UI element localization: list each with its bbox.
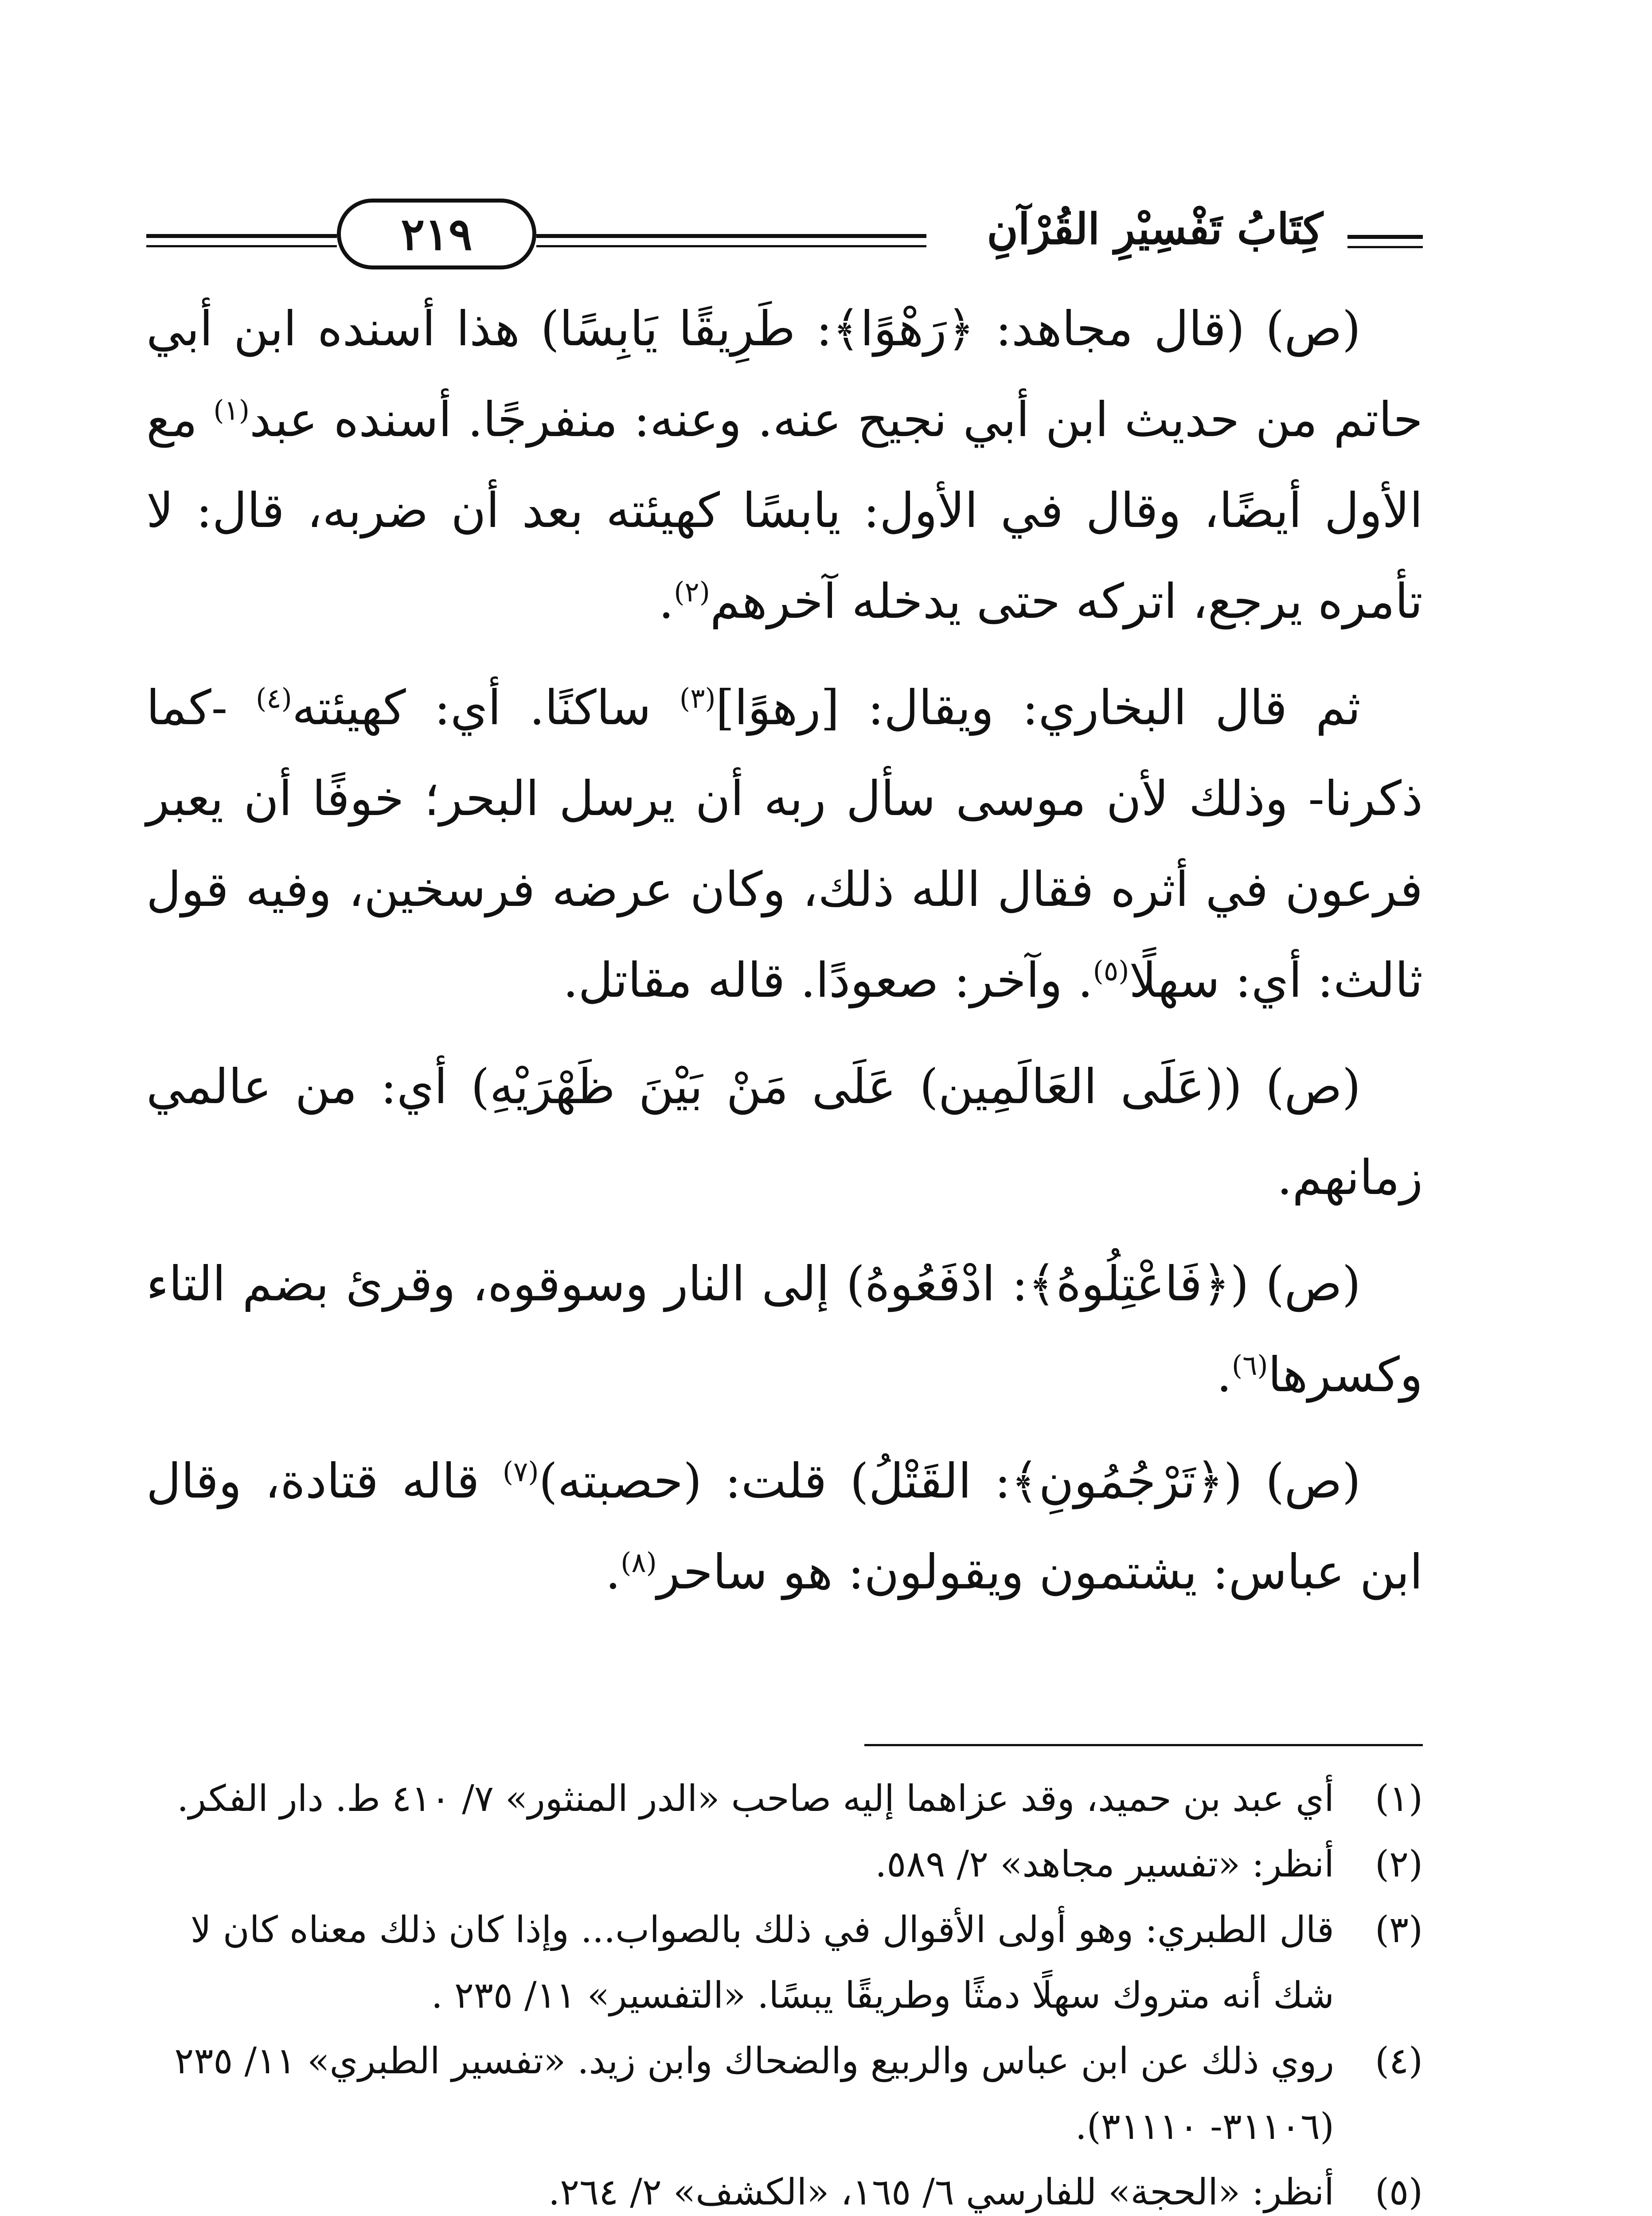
page-number-badge: ٢١٩ [337,199,536,269]
footnote-number: (٥) [1375,2171,1423,2213]
book-title: كِتَابُ تَفْسِيْرِ القُرْآنِ [987,204,1323,254]
paragraph: (ص) (﴿تَرْجُمُونِ﴾: القَتْلُ) قلت: (حصبته)$^{(٧)}$ قاله قتادة، وقال ابن عباس: يشتمون ويقولون: هو ساحر$^{(٨)}$. [146,1454,1423,1600]
header-rule-right [1347,235,1423,239]
footnote-ref: (٧) [502,1455,539,1488]
paragraph: (ص) ((عَلَى العَالَمِين) عَلَى مَنْ بَيْنَ ظَهْرَيْهِ) أي: من عالمي زمانهم. [146,1059,1423,1206]
main-text [146,284,1423,1633]
footnote-ref: (١) [213,394,250,426]
footnote: (٤) روي ذلك عن ابن عباس والربيع والضحاك وابن زيد. «تفسير الطبري» ١١/ ٢٣٥ (٣١١٠٦- ٣١١١٠). [146,2029,1423,2160]
footnote-ref: (٣) [679,682,716,714]
footnote-ref: (٥) [1093,955,1129,987]
footnotes [146,1766,1423,2216]
header-rule-left [146,234,337,238]
paragraph: (ص) (﴿فَاعْتِلُوهُ﴾: ادْفَعُوهُ) إلى النار وسوقوه، وقرئ بضم التاء وكسرها$^{(٦)}$. [146,1256,1423,1403]
footnote-ref: (٢) [674,576,710,608]
footnote-number: (١) [1375,1778,1423,1820]
footnote-ref: (٦) [1231,1349,1268,1381]
footnote-ref: (٤) [256,682,292,714]
footnote: (٥) أنظر: «الحجة» للفارسي ٦/ ١٦٥، «الكشف» ٢/ ٢٦٤. [146,2160,1423,2216]
paragraph: (ص) (قال مجاهد: ﴿رَهْوًا﴾: طَرِيقًا يَابِسًا) هذا أسنده ابن أبي حاتم من حديث ابن أبي نجيح عنه. وعنه: منفرجًا. أسنده عبد$^{(١)}$ مع الأول أيضًا، وقال في الأول: يابسًا كهيئته بعد أن ضربه، قال: لا تأمره يرجع، اتركه حتى يدخله آخرهم$^{(٢)}$. [146,301,1423,629]
footnote-separator [864,1744,1423,1746]
footnote-ref: (٨) [621,1546,657,1579]
footnote-number: (٣) [1375,1909,1423,1951]
footnote: (٢) أنظر: «تفسير مجاهد» ٢/ ٥٨٩. [146,1832,1423,1897]
paragraph: ثم قال البخاري: ويقال: [رهوًا]$^{(٣)}$ ساكنًا. أي: كهيئته$^{(٤)}$ -كما ذكرنا- وذلك لأن موسى سأل ربه أن يرسل البحر؛ خوفًا أن يعبر فرعون في أثره فقال الله ذلك، وكان عرضه فرسخين، وفيه قول ثالث: أي: سهلًا$^{(٥)}$. وآخر: صعودًا. قاله مقاتل. [146,680,1423,1008]
footnote: (١) أي عبد بن حميد، وقد عزاهما إليه صاحب «الدر المنثور» ٧/ ٤١٠ ط. دار الفكر. [146,1766,1423,1832]
running-header [146,195,1423,279]
header-rule-middle [536,234,926,238]
footnote-number: (٢) [1375,1843,1423,1885]
footnote: (٣) قال الطبري: وهو أولى الأقوال في ذلك بالصواب... وإذا كان ذلك معناه كان لا شك أنه متروك سهلًا دمثًا وطريقًا يبسًا. «التفسير» ١١/ ٢٣٥ . [146,1897,1423,2029]
footnote-number: (٤) [1375,2040,1423,2082]
